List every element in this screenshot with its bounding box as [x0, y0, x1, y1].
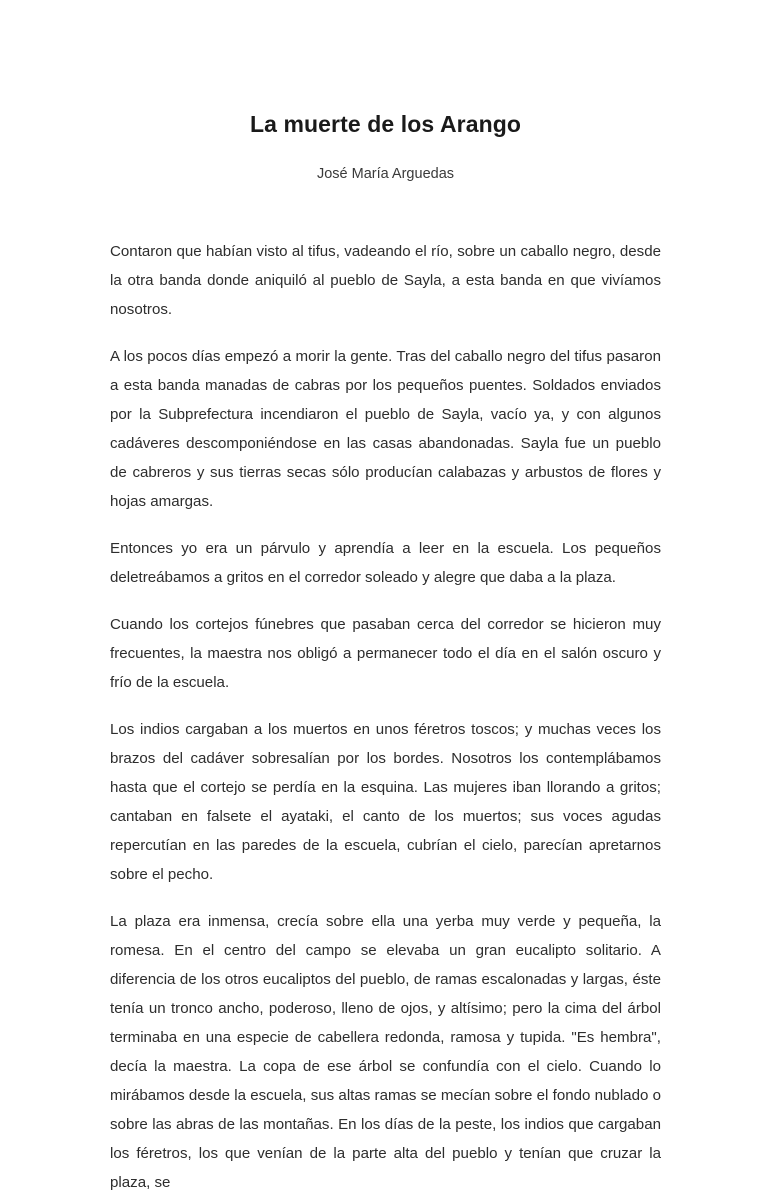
body-text — [110, 184, 661, 1197]
page-title: La muerte de los Arango — [249, 111, 522, 137]
paragraph: Cuando los cortejos fúnebres que pasaban cerca del corredor se hicieron muy frecuentes, la maestra nos obligó a permanecer todo el día en el salón oscuro y frío de la escuela. — [110, 615, 661, 691]
paragraph: La plaza era inmensa, crecía sobre ella una yerba muy verde y pequeña, la romesa. En el centro del campo se elevaba un gran eucalipto solitario. A diferencia de los otros eucaliptos del pueblo, de ramas escalonadas y largas, éste tenía un tronco ancho, poderoso, lleno de ojos, y altísimo; pero la cima del árbol terminaba en una especie de cabellera redonda, ramosa y tupida. "Es hembra", decía la maestra. La copa de ese árbol se confundía con el cielo. Cuando lo mirábamos desde la escuela, sus altas ramas se mecían sobre el fondo nublado o sobre las abras de las montañas. En los días de la peste, los indios que cargaban los féretros, los que venían de la parte alta del pueblo y tenían que cruzar la plaza, se — [110, 912, 661, 1191]
author-byline: José María Arguedas — [316, 165, 455, 182]
paragraph: Entonces yo era un párvulo y aprendía a leer en la escuela. Los pequeños deletreábamos a gritos en el corredor soleado y alegre que daba a la plaza. — [110, 539, 661, 586]
paragraph: A los pocos días empezó a morir la gente. Tras del caballo negro del tifus pasaron a esta banda manadas de cabras por los pequeños puentes. Soldados enviados por la Subprefectura incendiaron el pueblo de Sayla, vacío ya, y con algunos cadáveres descomponiéndose en las casas abandonadas. Sayla fue un pueblo de cabreros y sus tierras secas sólo producían calabazas y arbustos de flores y hojas amargas. — [110, 347, 661, 510]
paragraph: Contaron que habían visto al tifus, vadeando el río, sobre un caballo negro, desde la otra banda donde aniquiló al pueblo de Sayla, a esta banda en que vivíamos nosotros. — [110, 242, 661, 318]
document-content-column — [110, 0, 661, 1197]
paragraph: Los indios cargaban a los muertos en unos féretros toscos; y muchas veces los brazos del cadáver sobresalían por los bordes. Nosotros los contemplábamos hasta que el cortejo se perdía en la esquina. Las mujeres iban llorando a gritos; cantaban en falsete el ayataki, el canto de los muertos; sus voces agudas repercutían en las paredes de la escuela, cubrían el cielo, parecían apretarnos sobre el pecho. — [110, 720, 661, 883]
